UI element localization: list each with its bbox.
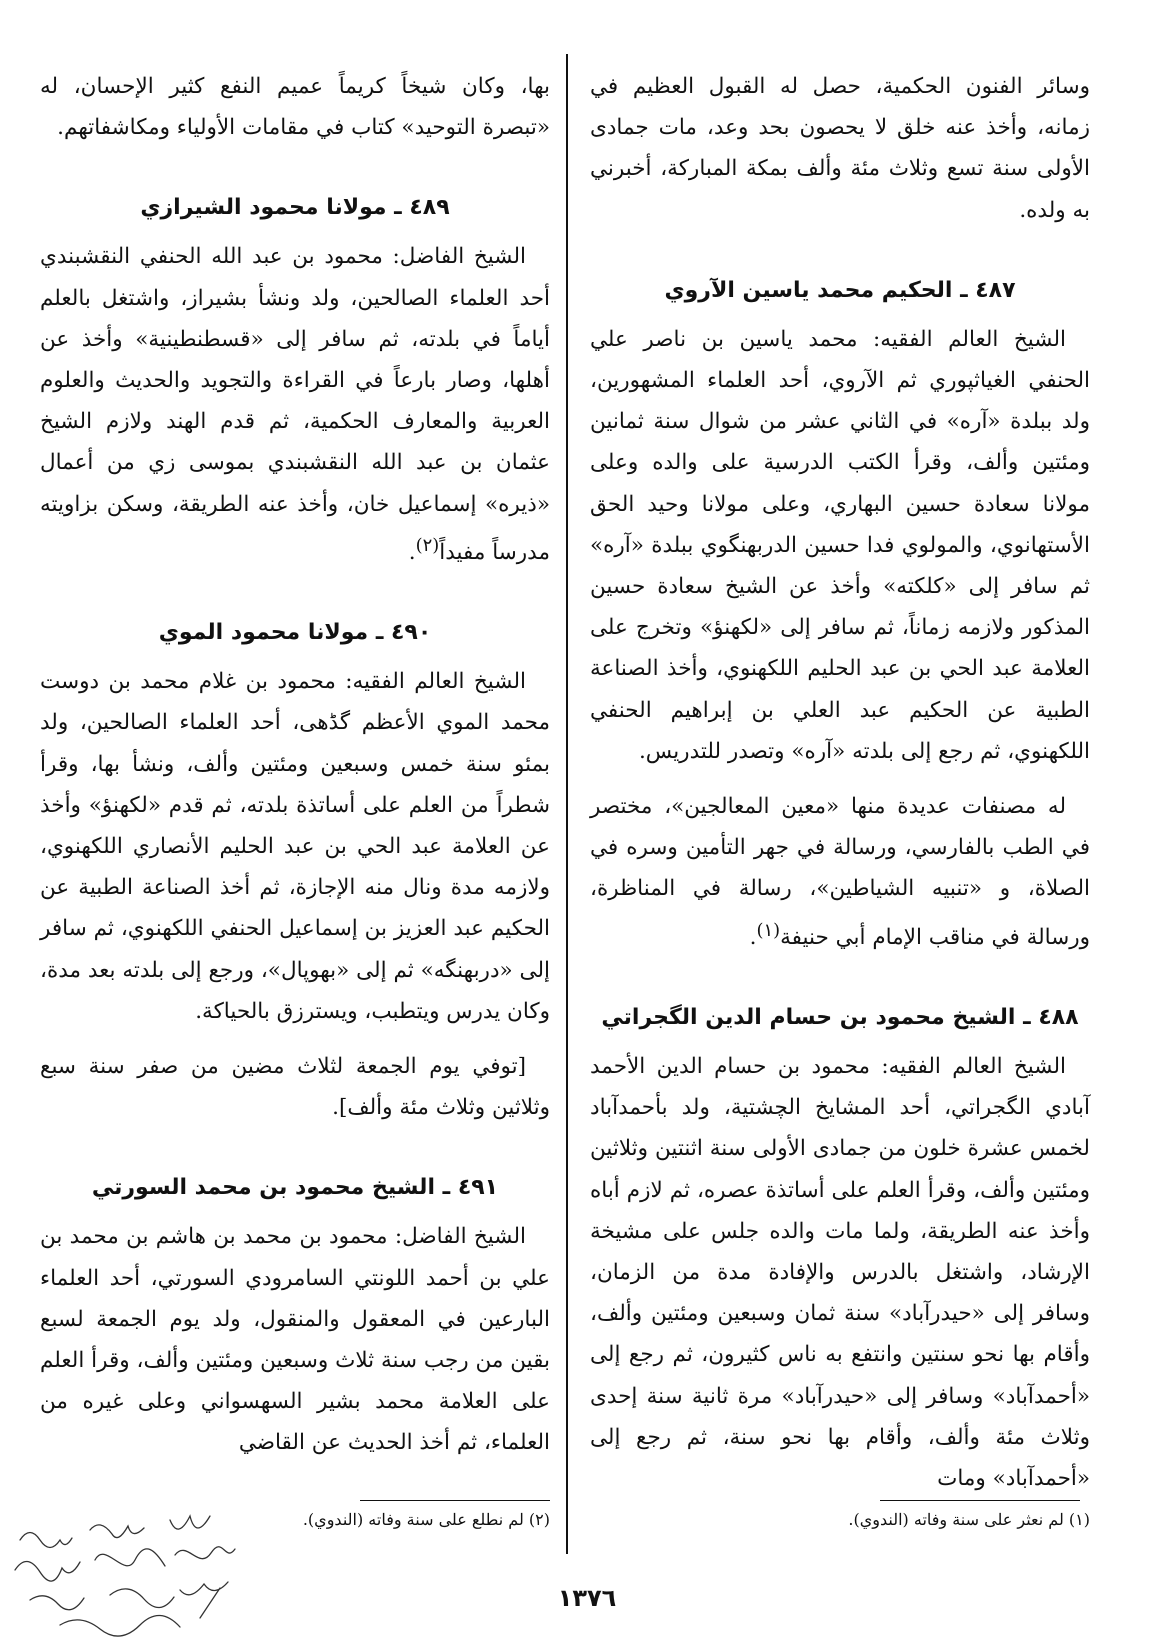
entry-487-paragraph-2-end: . bbox=[749, 924, 757, 950]
entry-490-paragraph-1: الشيخ العالم الفقيه: محمود بن غلام محمد بن دوست محمد الموي الأعظم گڈھی، أحد العلماء الصالحين، ولد بمئو سنة خمس وسبعين ومئتين وألف، ونشأ بها، وقرأ شطراً من العلم على أساتذة بلدته، ثم قدم «لكهنؤ» وأخذ عن العلامة عبد الحي بن عبد الحليم الأنصاري اللكهنوي، ولازمه مدة ونال منه الإجازة، ثم أخذ الصناعة الطبية عن الحكيم عبد العزيز بن إسماعيل الحنفي اللكهنوي، ثم سافر إلى «دربهنگه» ثم إلى «بهوپال»، ورجع إلى بلدته بعد مدة، وكان يدرس ويتطبب، ويسترزق بالحياكة. bbox=[40, 669, 550, 1024]
entry-487-paragraph-2 bbox=[590, 786, 1090, 958]
left-column bbox=[40, 66, 550, 1464]
entry-491-paragraph-1: الشيخ الفاضل: محمود بن محمد بن هاشم بن محمد بن علي بن أحمد اللونتي السامرودي السورتي، أحد العلماء البارعين في المعقول والمنقول، ولد يوم الجمعة لسبع بقين من رجب سنة ثلاث وسبعين ومئتين وألف، وقرأ العلم على العلامة محمد بشير السهسواني وعلى غيره من العلماء، ثم أخذ الحديث عن القاضي bbox=[40, 1224, 550, 1456]
entry-491-heading: ٤٩١ ـ الشيخ محمود بن محمد السورتي bbox=[91, 1175, 499, 1201]
entry-487-paragraph-1: الشيخ العالم الفقيه: محمد ياسين بن ناصر علي الحنفي الغياثپوري ثم الآروي، أحد العلماء المشهورين، ولد ببلدة «آره» في الثاني عشر من شوال سنة ثمانين ومئتين وألف، وقرأ الكتب الدرسية على والده وعلى مولانا سعادة حسين البهاري، وعلى مولانا وحيد الحق الأستهانوي، والمولوي فدا حسين الدربهنگوي ببلدة «آره» ثم سافر إلى «كلكته» وأخذ عن الشيخ سعادة حسين المذكور ولازمه زماناً، ثم سافر إلى «لكهنؤ» وتخرج على العلامة عبد الحي بن عبد الحليم اللكهنوي، وأخذ الصناعة الطبية عن الحكيم عبد العلي بن إبراهيم الحنفي اللكهنوي، ثم رجع إلى بلدته «آره» وتصدر للتدريس. bbox=[590, 326, 1090, 764]
right-column bbox=[590, 66, 1090, 1499]
right-intro-text: وسائر الفنون الحكمية، حصل له القبول العظيم في زمانه، وأخذ عنه خلق لا يحصون بحد وعد، مات جمادى الأولى سنة تسع وثلاث مئة وألف بمكة المباركة، أخبرني به ولده. bbox=[590, 74, 1090, 223]
footnote-ref-1: (١) bbox=[756, 919, 781, 941]
footnote-1: (١) لم نعثر على سنة وفاته (الندوي). bbox=[848, 1510, 1090, 1529]
entry-488-heading: ٤٨٨ ـ الشيخ محمود بن حسام الدين الگجراتي bbox=[601, 1005, 1079, 1031]
footnote-rule-right bbox=[880, 1500, 1080, 1501]
entry-489-heading: ٤٨٩ ـ مولانا محمود الشيرازي bbox=[140, 195, 450, 221]
footnote-2: (٢) لم نطلع على سنة وفاته (الندوي). bbox=[302, 1510, 550, 1529]
entry-490-paragraph-2: [توفي يوم الجمعة لثلاث مضين من صفر سنة سبع وثلاثين وثلاث مئة وألف]. bbox=[40, 1054, 550, 1121]
entry-489-paragraph-1-text: الشيخ الفاضل: محمود بن عبد الله الحنفي النقشبندي أحد العلماء الصالحين، ولد ونشأ بشيراز، واشتغل بالعلم أياماً في بلدته، ثم سافر إلى «قسطنطينية» وأخذ عن أهلها، وصار بارعاً في القراءة والتجويد والحديث والعلوم العربية والمعارف الحكمية، ثم قدم الهند ولازم الشيخ عثمان بن عبد الله النقشبندي بموسى زي من أعمال «ذيره» إسماعيل خان، وأخذ عنه الطريقة، وسكن بزاويته مدرساً مفيداً bbox=[40, 244, 550, 565]
entry-487-heading: ٤٨٧ ـ الحكيم محمد ياسين الآروي bbox=[664, 277, 1016, 303]
page-number: ١٣٧٦ bbox=[557, 1584, 617, 1612]
entry-489-paragraph-1 bbox=[40, 236, 550, 573]
footnote-ref-2: (٢) bbox=[415, 534, 440, 556]
footnote-rule-left bbox=[360, 1500, 550, 1501]
entry-488-paragraph-1: الشيخ العالم الفقيه: محمود بن حسام الدين الأحمد آبادي الگجراتي، أحد المشايخ الچشتية، ولد بأحمدآباد لخمس عشرة خلون من جمادى الأولى سنة اثنتين وثلاثين ومئتين وألف، وقرأ العلم على أساتذة عصره، ثم لازم أباه وأخذ عنه الطريقة، ولما مات والده جلس على مشيخة الإرشاد، واشتغل بالدرس والإفادة مدة من الزمان، وسافر إلى «حيدرآباد» سنة ثمان وسبعين ومئتين وألف، وأقام بها نحو سنتين وانتفع به ناس كثيرون، ثم رجع إلى «أحمدآباد» وسافر إلى «حيدرآباد» مرة ثانية سنة إحدى وثلاث مئة وألف، وأقام بها نحو سنة، ثم رجع إلى «أحمدآباد» ومات bbox=[590, 1054, 1090, 1492]
left-intro-text: بها، وكان شيخاً كريماً عميم النفع كثير الإحسان، له «تبصرة التوحيد» كتاب في مقامات الأولياء ومكاشفاتهم. bbox=[40, 74, 550, 141]
handwritten-annotation bbox=[0, 1500, 250, 1638]
entry-489-paragraph-1-end: . bbox=[408, 539, 416, 565]
column-divider bbox=[566, 54, 568, 1554]
entry-487-paragraph-2-text: له مصنفات عديدة منها «معين المعالجين»، مختصر في الطب بالفارسي، ورسالة في جهر التأمين وسره في الصلاة، و «تنبيه الشياطين»، رسالة في المناظرة، ورسالة في مناقب الإمام أبي حنيفة bbox=[590, 794, 1090, 950]
entry-490-heading: ٤٩٠ ـ مولانا محمود الموي bbox=[158, 620, 432, 646]
